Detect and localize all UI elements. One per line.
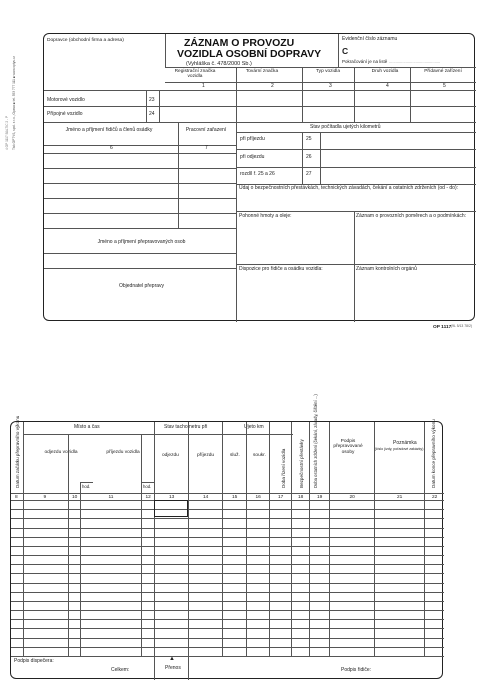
group-place-time: Místo a čas bbox=[74, 424, 100, 430]
total-label: Celkem: bbox=[111, 667, 130, 673]
control-label: Záznam kontrolních orgánů bbox=[356, 266, 417, 272]
col-tacho-arrival: příjezdu bbox=[197, 453, 215, 458]
col-safety-breaks: Bezpečnostní přestávky bbox=[299, 439, 304, 488]
col-km-service: služ. bbox=[230, 453, 240, 458]
column-number: 10 bbox=[72, 494, 78, 500]
table-row bbox=[11, 509, 444, 510]
record-id-value: C bbox=[342, 46, 349, 56]
table-row bbox=[11, 518, 444, 519]
trip-log-table: Místo a čas Stav tachometru při Ujeto km odjezdu vozidla příjezdu vozidla hod. hod. odjezdu příjezdu služ. soukr. Podpis přepravované osoby Poznámka (číslo jízdy, pořadové zakázky) Datum začátku přepravního výkonu Doba řízení vozidla Bezpečnostní přestávky Doba ostatních zdržení (čekání, závady, čištění ...) Datum konce přepravního výkonu 8 9 10 11 12 13 14 15 16 17 18 19 20 21 22 Podpis dispečera: Celkem: ▲ Přenos Podpis řidiče: bbox=[10, 421, 443, 679]
odometer-title: Stav počítadla ujetých kilometrů bbox=[310, 124, 381, 130]
decree-text: (Vyhláška č. 478/2000 Sb.) bbox=[186, 61, 252, 67]
col-brand: Tovární značka bbox=[245, 69, 279, 74]
table-row bbox=[11, 546, 444, 547]
odometer-diff-label: rozdíl ř. 25 a 26 bbox=[240, 171, 275, 177]
form-title-line2: VOZIDLA OSOBNÍ DOPRAVY bbox=[177, 48, 322, 60]
odometer-departure-label: při odjezdu bbox=[240, 154, 265, 160]
operator-label: Dopravce (obchodní firma a adresa) bbox=[47, 38, 124, 43]
col-kind: Druh vozidla bbox=[371, 69, 399, 74]
table-row bbox=[11, 638, 444, 639]
column-number: 11 bbox=[108, 494, 114, 500]
safety-notes-label: Údaj o bezpečnostních přestávkách, technických závadách, čekání a ostatních zdrženích (od - do): bbox=[239, 185, 459, 191]
table-row bbox=[11, 583, 444, 584]
crew-names-label: Jméno a příjmení řidičů a členů osádky bbox=[65, 127, 153, 133]
table-row bbox=[11, 647, 444, 648]
col-km-private: soukr. bbox=[253, 453, 266, 458]
table-row bbox=[11, 528, 444, 529]
col-date-start: Datum začátku přepravního výkonu bbox=[15, 415, 20, 488]
col-attached: Přídavné zařízení bbox=[424, 69, 462, 74]
column-number: 17 bbox=[278, 494, 284, 500]
col-tacho-departure: odjezdu bbox=[162, 453, 179, 458]
col-registration: Registrační značka vozidla bbox=[174, 69, 216, 80]
continuation-label: Pokračování je na listě bbox=[342, 59, 388, 64]
printer-info-text: Tisk OPTYS, spol. s r.o., Opava ■ tel. 553 777 111 ■ www.optys.cz bbox=[12, 56, 16, 150]
col-type: Typ vozidla bbox=[316, 69, 340, 74]
odometer-arrival-label: při příjezdu bbox=[240, 136, 265, 142]
column-number: 9 bbox=[43, 494, 47, 500]
group-tachometer: Stav tachometru při bbox=[164, 424, 208, 430]
print-code-text: 4 OP 1117 BALTIC 2 - P bbox=[5, 115, 9, 150]
table-row bbox=[11, 592, 444, 593]
table-row bbox=[11, 619, 444, 620]
group-km: Ujeto km bbox=[244, 424, 264, 430]
table-row bbox=[11, 628, 444, 629]
column-number: 18 bbox=[298, 494, 304, 500]
column-number: 12 bbox=[145, 494, 151, 500]
table-row bbox=[11, 601, 444, 602]
column-number: 13 bbox=[169, 494, 175, 500]
dispatch-label: Dispozice pro řidiče a osádku vozidla: bbox=[239, 266, 323, 272]
col-drive-time: Doba řízení vozidla bbox=[281, 448, 286, 488]
fuel-label: Pohonné hmoty a oleje: bbox=[239, 213, 292, 219]
col-arrival: příjezdu vozidla bbox=[106, 450, 140, 455]
col-departure: odjezdu vozidla bbox=[44, 450, 78, 455]
form-code-small: (9L 5/13 78/2) bbox=[451, 324, 472, 328]
col-note: Poznámka bbox=[393, 440, 417, 446]
column-number: 20 bbox=[349, 494, 355, 500]
column-number: 19 bbox=[317, 494, 323, 500]
table-row bbox=[11, 555, 444, 556]
active-cell[interactable] bbox=[154, 500, 188, 517]
trailer-label: Přípojné vozidlo bbox=[47, 111, 83, 117]
record-header-form: Dopravce (obchodní firma a adresa) ZÁZNAM O PROVOZU VOZIDLA OSOBNÍ DOPRAVY (Vyhláška č. 478/2000 Sb.) Evidenční číslo záznamu C Pokračování je na listě .............................................. Registrační značka vozidla Tovární značka Typ vozidla Druh vozidla Přídavné zařízení 1 2 3 4 5 Motorové vozidlo 23 Přípojné vozidlo 24 Jméno a příjmení řidičů a členů osádky Pracovní zařazení 6 7 Jméno a příjmení přepravovaných osob Objednatel přepravy Stav počítadla ujetých kilometrů při příjezdu 25 při odjezdu 26 rozdíl ř. 25 a 26 27 Údaj o bezpečnostních přestávkách, technických závadách, čekání a ostatních zdrženích (od - do): Pohonné hmoty a oleje: Záznam o provozních poměrech a o podmínkách: Dispozice pro řidiče a osádku vozidla: Záznam kontrolních orgánů bbox=[43, 33, 475, 321]
col-signature: Podpis přepravované osoby bbox=[333, 439, 363, 455]
dispatcher-signature-label: Podpis dispečera: bbox=[14, 658, 54, 664]
table-row bbox=[11, 573, 444, 574]
col-other-delays: Doba ostatních zdržení (čekání, závady, čištění ...) bbox=[313, 394, 318, 488]
carry-label: Přenos bbox=[165, 665, 181, 671]
crew-role-label: Pracovní zařazení bbox=[185, 127, 227, 133]
column-number: 14 bbox=[203, 494, 209, 500]
motor-vehicle-label: Motorové vozidlo bbox=[47, 97, 85, 103]
conditions-label: Záznam o provozních poměrech a o podmínkách: bbox=[356, 213, 467, 219]
column-number: 21 bbox=[397, 494, 403, 500]
record-id-label: Evidenční číslo záznamu bbox=[342, 36, 398, 42]
column-number: 22 bbox=[432, 494, 438, 500]
column-number: 15 bbox=[232, 494, 238, 500]
form-title-line1: ZÁZNAM O PROVOZU bbox=[184, 37, 295, 49]
ordered-by-label: Objednatel přepravy bbox=[118, 283, 165, 289]
table-row bbox=[11, 537, 444, 538]
form-code: OP 1117 bbox=[433, 325, 452, 330]
driver-signature-label: Podpis řidiče: bbox=[341, 667, 372, 673]
column-number: 8 bbox=[15, 494, 18, 500]
table-row bbox=[11, 564, 444, 565]
carry-arrow-icon: ▲ bbox=[169, 656, 175, 662]
column-number: 16 bbox=[255, 494, 261, 500]
table-row bbox=[11, 610, 444, 611]
passengers-label: Jméno a příjmení přepravovaných osob bbox=[97, 239, 186, 245]
col-date-end: Datum konce přepravního výkonu bbox=[431, 419, 436, 488]
